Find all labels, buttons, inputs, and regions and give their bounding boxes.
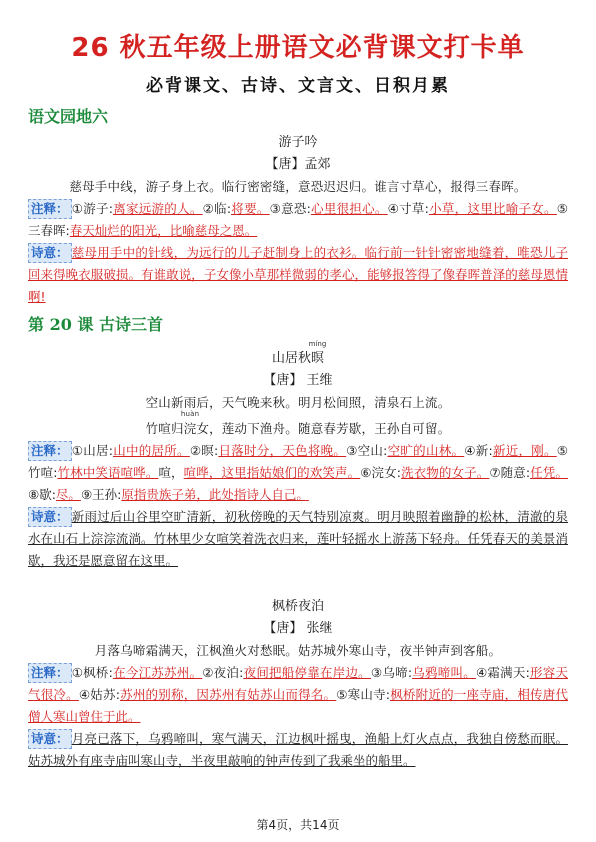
translation-label: 诗意：: [28, 507, 72, 527]
note-term: ⑨王孙:: [80, 487, 122, 502]
note-explanation: 乌鸦啼叫。: [412, 665, 476, 680]
note-term: ①枫桥:: [71, 665, 113, 680]
ruby-char: [308, 340, 327, 370]
translation-label: 诗意：: [28, 729, 72, 749]
note-term: ⑦随意:: [489, 465, 531, 480]
poem-title: 游子吟: [278, 135, 318, 150]
notes-block: [28, 440, 568, 506]
note-term: ⑤三春晖:: [28, 201, 568, 238]
note-explanation: 夜间把船停靠在岸边。: [243, 665, 371, 680]
main-content: [28, 104, 568, 772]
note-term: ④寸草:: [387, 201, 429, 216]
note-explanation: 心里很担心。: [310, 201, 388, 216]
poem-text: 慈母手中线，游子身上衣。临行密密缝，意恐迟迟归。谁言寸草心，报得三春晖。: [69, 179, 527, 194]
section-heading: 语文园地六: [28, 107, 109, 126]
note-term: ⑤竹喧:: [28, 443, 568, 480]
note-explanation: 形容天气很冷。: [28, 665, 569, 702]
note-term: ③空山:: [346, 443, 388, 458]
ruby-base: 暝: [311, 351, 325, 366]
note-explanation: 离家远游的人。: [112, 201, 203, 216]
poem-text: 空山新雨后，天气晚来秋。明月松间照，清泉石上流。: [145, 395, 451, 410]
poem-author: 【唐】 张继: [263, 621, 333, 636]
note-term: ④霜满天:: [475, 665, 530, 680]
poem-text-part: 竹喧归: [145, 421, 184, 436]
note-explanation: 尽。: [55, 487, 81, 502]
poem-text: [28, 410, 568, 440]
page-title: 26 秋五年级上册语文必背课文打卡单: [71, 33, 525, 63]
translation-text: 月亮已落下，乌鸦啼叫，寒气满天，江边枫叶摇曳，渔船上灯火点点，我独自傍愁而眠。姑苏城外有座寺庙叫寒山寺，半夜里敲响的钟声传到了我乘坐的船里。: [28, 731, 568, 768]
note-explanation: 竹林中笑语喧哗。: [57, 465, 159, 480]
poem-author: 【唐】孟郊: [265, 157, 331, 172]
poem-text-part: 女，莲动下渔舟。随意春芳歇，王孙自可留。: [196, 421, 451, 436]
note-term: ①山居:: [71, 443, 113, 458]
note-term: ②夜泊:: [202, 665, 244, 680]
note-explanation: 喧哗，这里指姑娘们的欢笑声。: [183, 465, 361, 480]
notes-label: 注释：: [28, 663, 72, 683]
note-term: ③意恐:: [269, 201, 311, 216]
ruby-char: [180, 410, 200, 440]
translation-block: [28, 506, 568, 572]
pinyin-annotation: míng: [308, 340, 327, 348]
note-explanation: 将要。: [231, 201, 270, 216]
note-term: 喧，: [158, 465, 184, 480]
note-explanation: 苏州的别称，因苏州有姑苏山而得名。: [119, 687, 337, 702]
notes-label: 注释：: [28, 199, 72, 219]
section-heading: 第 20 课 古诗三首: [28, 315, 163, 334]
note-explanation: 春天灿烂的阳光，比喻慈母之恩。: [69, 223, 258, 238]
poem-title: 枫桥夜泊: [271, 599, 324, 614]
notes-label: 注释：: [28, 441, 72, 461]
notes-block: [28, 198, 568, 242]
note-explanation: 日落时分，天色将晚。: [218, 443, 347, 458]
translation-text: 慈母用手中的针线，为远行的儿子赶制身上的衣衫。临行前一针针密密地缝着，唯恐儿子回来得晚衣服破损。有谁敢说，子女像小草那样微弱的孝心，能够报答得了像春晖普泽的慈母恩情啊!: [28, 245, 568, 304]
note-term: ①游子:: [71, 201, 113, 216]
note-term: ③乌啼:: [370, 665, 413, 680]
translation-block: [28, 728, 568, 772]
note-term: ②暝:: [189, 443, 219, 458]
note-explanation: 山中的居所。: [112, 443, 190, 458]
translation-block: [28, 242, 568, 308]
poem-text: 月落乌啼霜满天，江枫渔火对愁眠。姑苏城外寒山寺，夜半钟声到客船。: [94, 643, 502, 658]
poem-title: [28, 340, 568, 370]
note-explanation: 小草，这里比喻子女。: [428, 201, 557, 216]
page-subtitle: 必背课文、古诗、文言文、日积月累: [146, 76, 450, 96]
note-explanation: 任凭。: [530, 465, 568, 480]
note-explanation: 洗衣物的女子。: [400, 465, 490, 480]
note-term: ④姑苏:: [78, 687, 120, 702]
poem-author: 【唐】 王维: [263, 373, 333, 388]
note-explanation: 在今江苏苏州。: [112, 665, 203, 680]
note-term: ⑤寒山寺:: [336, 687, 391, 702]
note-term: ⑧歇:: [28, 487, 56, 502]
page-footer: 第4页，共14页: [256, 818, 340, 832]
note-explanation: 原指贵族子弟，此处指诗人自己。: [121, 487, 309, 502]
note-term: ④新:: [464, 443, 493, 458]
ruby-base: 浣: [183, 421, 197, 436]
note-term: ⑥浣女:: [360, 465, 401, 480]
note-explanation: 枫桥附近的一座寺庙，相传唐代僧人寒山曾住于此。: [28, 687, 568, 724]
note-term: ②临:: [202, 201, 232, 216]
pinyin-annotation: huàn: [180, 410, 200, 418]
translation-label: 诗意：: [28, 243, 72, 263]
note-explanation: 空旷的山林。: [387, 443, 465, 458]
note-explanation: 新近，刚。: [492, 443, 557, 458]
poem-title-text: 山居秋: [271, 351, 311, 366]
notes-block: [28, 662, 568, 728]
translation-text: 新雨过后山谷里空旷清新，初秋傍晚的天气特别凉爽。明月映照着幽静的松林，清澈的泉水在山石上淙淙流淌。竹林里少女喧笑着洗衣归来，莲叶轻摇水上游荡下轻舟。任凭春天的美景消歇，我还是愿意留在这里。: [28, 509, 568, 568]
